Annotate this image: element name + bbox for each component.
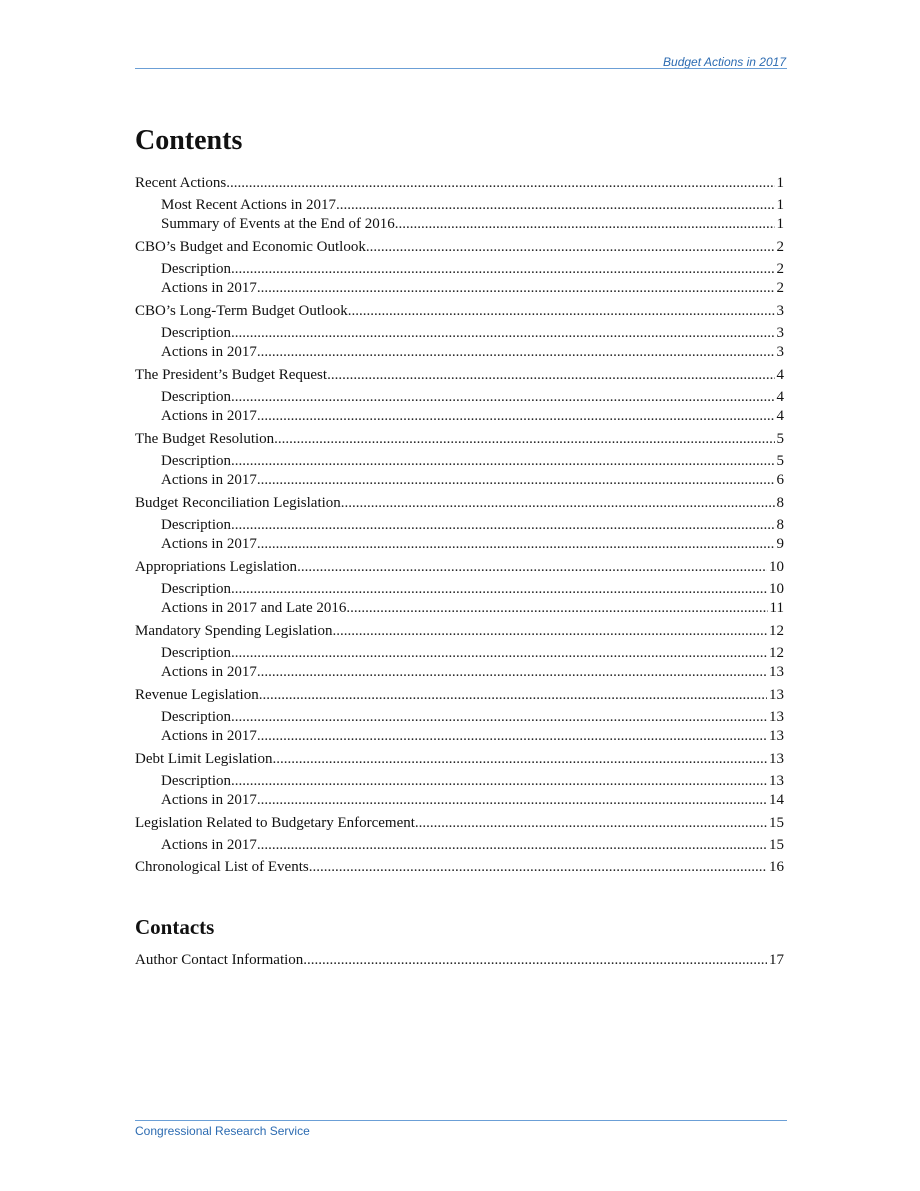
toc-entry-title: Revenue Legislation <box>135 687 259 703</box>
toc-leader <box>231 580 767 599</box>
toc-subentry[interactable] <box>161 708 784 727</box>
toc-leader <box>272 750 767 769</box>
toc-entry-page: 1 <box>776 197 784 213</box>
toc-entry-title: Budget Reconciliation Legislation <box>135 495 341 511</box>
toc-leader <box>336 196 775 215</box>
toc-entry-title: Actions in 2017 <box>161 280 257 296</box>
toc-subentry[interactable] <box>161 196 784 215</box>
toc-subentry[interactable] <box>161 279 784 298</box>
toc-entry-title: CBO’s Long-Term Budget Outlook <box>135 303 348 319</box>
contents-heading: Contents <box>135 125 243 156</box>
toc-leader <box>341 494 775 513</box>
toc-entry[interactable] <box>135 622 784 641</box>
toc-subentry[interactable] <box>161 727 784 746</box>
toc-entry-page: 13 <box>769 751 784 767</box>
toc-leader <box>231 452 775 471</box>
toc-entry-title: Actions in 2017 <box>161 536 257 552</box>
toc-subentry[interactable] <box>161 599 784 618</box>
toc-entry-title: Author Contact Information <box>135 952 304 968</box>
toc-entry[interactable] <box>135 430 784 449</box>
toc-leader <box>348 302 775 321</box>
toc-entry-title: Description <box>161 773 231 789</box>
footer-rule <box>135 1120 787 1121</box>
toc-leader <box>259 686 767 705</box>
toc-leader <box>309 858 767 877</box>
toc-subentry[interactable] <box>161 471 784 490</box>
toc-leader <box>231 644 767 663</box>
toc-leader <box>327 366 774 385</box>
toc-leader <box>231 708 767 727</box>
toc-entry-page: 3 <box>776 344 784 360</box>
toc-subentry[interactable] <box>161 388 784 407</box>
toc-subentry[interactable] <box>161 260 784 279</box>
toc-entry-page: 4 <box>776 389 784 405</box>
toc-entry-title: Legislation Related to Budgetary Enforcement <box>135 815 415 831</box>
toc-entry-title: Actions in 2017 <box>161 344 257 360</box>
toc-leader <box>231 772 767 791</box>
toc-entry-title: Actions in 2017 <box>161 792 257 808</box>
toc-subentry[interactable] <box>161 791 784 810</box>
toc-entry-page: 4 <box>776 408 784 424</box>
toc-entry-title: Description <box>161 645 231 661</box>
toc-entry-title: Actions in 2017 <box>161 408 257 424</box>
toc-entry[interactable] <box>135 750 784 769</box>
toc-entry-title: CBO’s Budget and Economic Outlook <box>135 239 366 255</box>
toc-leader <box>257 791 767 810</box>
toc-subentry[interactable] <box>161 452 784 471</box>
toc-leader <box>395 215 775 234</box>
toc-entry-title: The Budget Resolution <box>135 431 275 447</box>
toc-entry-page: 11 <box>769 600 784 616</box>
toc-entry-page: 10 <box>769 559 784 575</box>
toc-entry-page: 13 <box>769 709 784 725</box>
contacts-heading: Contacts <box>135 915 215 939</box>
toc-leader <box>231 388 775 407</box>
toc-entry-page: 12 <box>769 623 784 639</box>
toc-leader <box>303 951 767 970</box>
toc-entry-title: Recent Actions <box>135 175 227 191</box>
toc-leader <box>346 599 767 618</box>
toc-entry-title: Description <box>161 261 231 277</box>
toc-entry-page: 5 <box>776 453 784 469</box>
toc-entry-page: 13 <box>769 664 784 680</box>
toc-subentry[interactable] <box>161 772 784 791</box>
toc-entry[interactable] <box>135 814 784 833</box>
toc-leader <box>332 622 767 641</box>
toc-entry-page: 15 <box>769 815 784 831</box>
toc-subentry[interactable] <box>161 663 784 682</box>
toc-subentry[interactable] <box>161 324 784 343</box>
toc-entry-page: 1 <box>776 216 784 232</box>
toc-entry-title: Chronological List of Events <box>135 859 309 875</box>
toc-entry-title: The President’s Budget Request <box>135 367 328 383</box>
toc-entry-title: Most Recent Actions in 2017 <box>161 197 336 213</box>
toc-entry-page: 8 <box>776 517 784 533</box>
toc-entry-title: Summary of Events at the End of 2016 <box>161 216 395 232</box>
toc-leader <box>257 471 775 490</box>
toc-subentry[interactable] <box>161 215 784 234</box>
toc-entry-title: Debt Limit Legislation <box>135 751 273 767</box>
toc-subentry[interactable] <box>161 644 784 663</box>
toc-entry[interactable] <box>135 238 784 257</box>
toc-entry-page: 10 <box>769 581 784 597</box>
toc-entry-page: 15 <box>769 837 784 853</box>
toc-entry-title: Description <box>161 581 231 597</box>
toc-entry[interactable] <box>135 858 784 877</box>
toc-leader <box>231 516 775 535</box>
toc-subentry[interactable] <box>161 343 784 362</box>
toc-entry-title: Actions in 2017 and Late 2016 <box>161 600 347 616</box>
toc-leader <box>257 407 775 426</box>
toc-leader <box>257 836 767 855</box>
toc-subentry[interactable] <box>161 535 784 554</box>
toc-entry-title: Appropriations Legislation <box>135 559 298 575</box>
toc-entry[interactable] <box>135 174 784 193</box>
toc-entry-title: Description <box>161 709 231 725</box>
toc-leader <box>274 430 774 449</box>
toc-entry-page: 2 <box>776 280 784 296</box>
toc-entry-title: Actions in 2017 <box>161 664 257 680</box>
toc-leader <box>257 343 775 362</box>
toc-entry-page: 16 <box>769 859 784 875</box>
toc-entry-title: Description <box>161 453 231 469</box>
toc-entry-page: 13 <box>769 687 784 703</box>
toc-entry[interactable] <box>135 302 784 321</box>
toc-entry[interactable] <box>135 366 784 385</box>
toc-entry-page: 2 <box>776 239 784 255</box>
toc-entry-page: 8 <box>776 495 784 511</box>
toc-entry[interactable] <box>135 494 784 513</box>
toc-leader <box>257 727 767 746</box>
toc-entry-page: 17 <box>769 952 784 968</box>
toc-subentry[interactable] <box>161 836 784 855</box>
toc-entry-title: Description <box>161 325 231 341</box>
toc-leader <box>257 535 775 554</box>
toc-leader <box>257 279 775 298</box>
toc-entry-title: Actions in 2017 <box>161 472 257 488</box>
toc-entry-page: 3 <box>776 325 784 341</box>
toc-entry-title: Description <box>161 517 231 533</box>
toc-entry-title: Mandatory Spending Legislation <box>135 623 333 639</box>
toc-leader <box>297 558 767 577</box>
toc-entry-page: 6 <box>776 472 784 488</box>
toc-entry-page: 13 <box>769 728 784 744</box>
toc-entry-page: 5 <box>776 431 784 447</box>
toc-leader <box>231 324 775 343</box>
toc-leader <box>415 814 767 833</box>
toc-entry-page: 9 <box>776 536 784 552</box>
toc-entry-page: 12 <box>769 645 784 661</box>
toc-entry-page: 4 <box>776 367 784 383</box>
running-header-title: Budget Actions in 2017 <box>663 55 786 69</box>
toc-leader <box>231 260 775 279</box>
toc-entry-title: Description <box>161 389 231 405</box>
toc-entry-author-contact[interactable] <box>135 951 784 970</box>
toc-entry-title: Actions in 2017 <box>161 837 257 853</box>
header-rule <box>135 68 787 69</box>
toc-entry-page: 13 <box>769 773 784 789</box>
toc-leader <box>366 238 775 257</box>
toc-subentry[interactable] <box>161 516 784 535</box>
toc-entry-page: 2 <box>776 261 784 277</box>
toc-entry-page: 3 <box>776 303 784 319</box>
toc-entry[interactable] <box>135 686 784 705</box>
toc-entry-page: 1 <box>776 175 784 191</box>
toc-leader <box>226 174 774 193</box>
toc-leader <box>257 663 767 682</box>
toc-entry-page: 14 <box>769 792 784 808</box>
toc-entry[interactable] <box>135 558 784 577</box>
toc-entry-title: Actions in 2017 <box>161 728 257 744</box>
footer-publisher: Congressional Research Service <box>135 1124 310 1138</box>
toc-subentry[interactable] <box>161 580 784 599</box>
toc-subentry[interactable] <box>161 407 784 426</box>
